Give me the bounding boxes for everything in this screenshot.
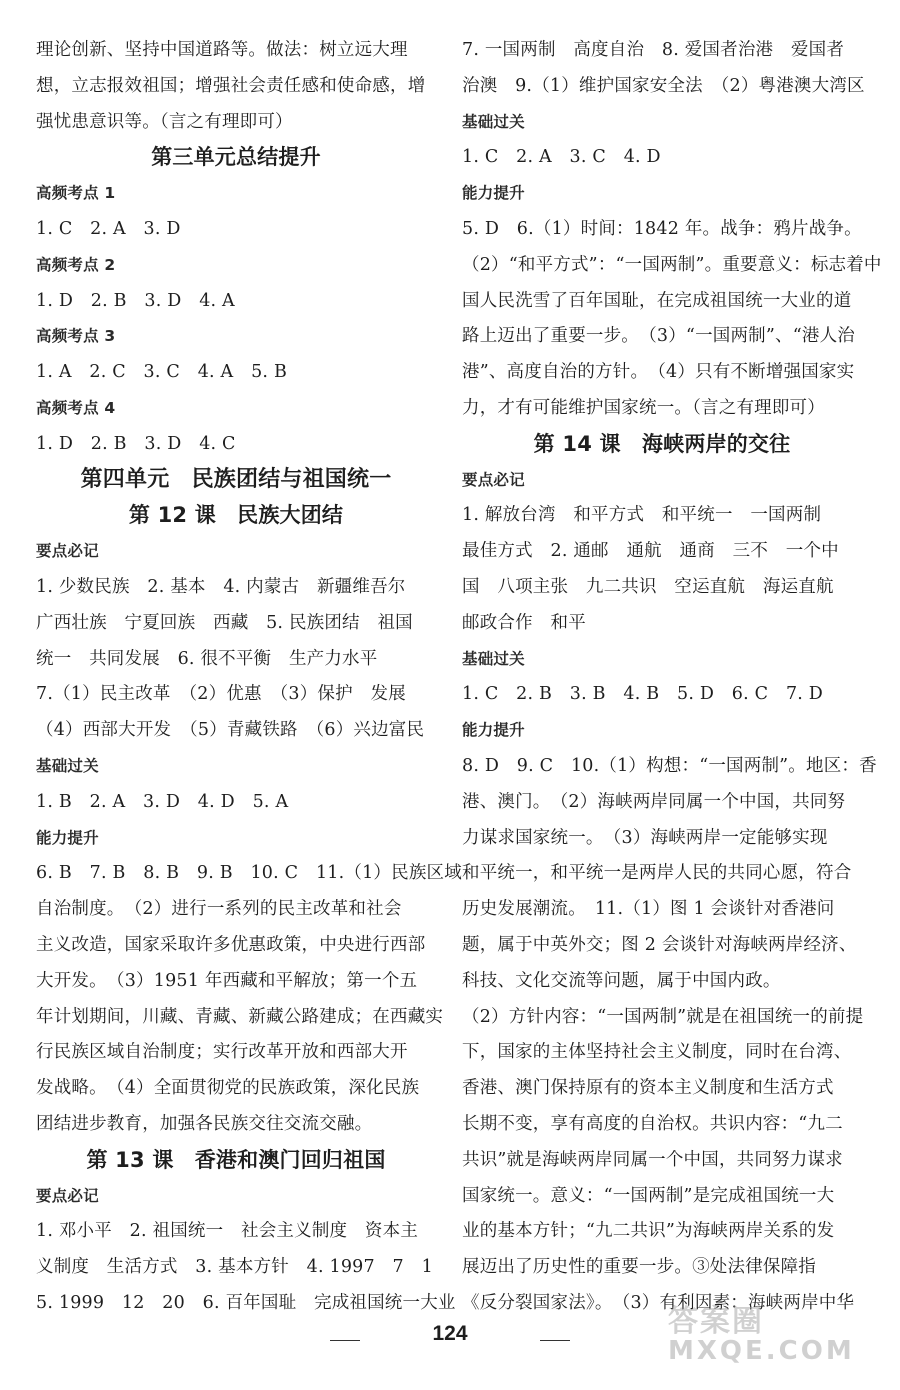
answer-line: 5. D 6.（1）时间：1842 年。战争：鸦片战争。: [462, 219, 862, 239]
answer-line: （2）方针内容：“一国两制”就是在祖国统一的前提: [462, 1006, 864, 1027]
answer-line: 5. 1999 12 20 6. 百年国耻 完成祖国统一大业: [36, 1293, 456, 1313]
answer-line: 主义改造，国家采取许多优惠政策，中央进行西部: [36, 935, 426, 955]
answer-line: 香港、澳门保持原有的资本主义制度和生活方式: [462, 1078, 834, 1099]
section-label: 要点必记: [36, 542, 99, 561]
answer-line: 力，才有可能维护国家统一。（言之有理即可）: [462, 398, 825, 418]
answer-line: 1. A 2. C 3. C 4. A 5. B: [36, 362, 288, 383]
answer-line: 港、澳门。 （2）海峡两岸同属一个中国，共同努: [462, 791, 846, 812]
footer-rule-right: [540, 1340, 570, 1341]
answer-line: 港”、高度自治的方针。 （4）只有不断增强国家实: [462, 362, 855, 383]
answer-line: 理论创新、坚持中国道路等。做法：树立远大理: [36, 40, 408, 60]
section-label: 高频考点 4: [36, 399, 116, 417]
answer-line: 科技、文化交流等问题，属于中国内政。: [462, 970, 781, 991]
answer-line: 历史发展潮流。 11.（1）图 1 会谈针对香港问: [462, 899, 835, 920]
lesson-heading: 第 13 课 香港和澳门回归祖国: [86, 1147, 386, 1172]
page-number: 124: [432, 1322, 468, 1345]
answer-line: 统一 共同发展 6. 很不平衡 生产力水平: [36, 648, 378, 669]
answer-line: 大开发。 （3）1951 年西藏和平解放；第一个五: [36, 970, 418, 991]
lesson-heading: 第三单元总结提升: [151, 145, 321, 170]
answer-line: 7.（1）民主改革 （2）优惠 （3）保护 发展: [36, 684, 406, 705]
lesson-heading: 第 12 课 民族大团结: [128, 503, 344, 528]
answer-line: 1. C 2. B 3. B 4. B 5. D 6. C 7. D: [462, 684, 824, 705]
answer-line: 团结进步教育，加强各民族交往交流交融。: [36, 1114, 373, 1134]
answer-line: 下，国家的主体坚持社会主义制度，同时在台湾、: [462, 1042, 852, 1063]
answer-line: 长期不变，享有高度的自治权。共识内容：“九二: [462, 1114, 843, 1134]
answer-line: 年计划期间，川藏、青藏、新藏公路建成；在西藏实: [36, 1006, 444, 1027]
answer-line: 最佳方式 2. 通邮 通航 通商 三不 一个中: [462, 541, 839, 562]
section-label: 要点必记: [462, 470, 525, 489]
answer-line: 治澳 9.（1）维护国家安全法 （2）粤港澳大湾区: [462, 75, 865, 96]
answer-line: 6. B 7. B 8. B 9. B 10. C 11.（1）民族区域: [36, 863, 462, 884]
answer-line: 邮政合作 和平: [462, 612, 586, 633]
answer-line: 1. C 2. A 3. C 4. D: [462, 147, 661, 168]
answer-line: 1. B 2. A 3. D 4. D 5. A: [36, 791, 289, 812]
section-label: 能力提升: [462, 721, 525, 740]
answer-line: 1. 少数民族 2. 基本 4. 内蒙古 新疆维吾尔: [36, 577, 406, 597]
answer-line: 自治制度。 （2）进行一系列的民主改革和社会: [36, 899, 402, 920]
watermark-text: 答案圈: [668, 1304, 764, 1339]
answer-line: 行民族区域自治制度；实行改革开放和西部大开: [36, 1042, 408, 1063]
answer-line: 发战略。 （4）全面贯彻党的民族政策，深化民族: [36, 1078, 420, 1099]
answer-line: 《反分裂国家法》。 （3）有利因素：海峡两岸中华: [462, 1293, 855, 1313]
watermark-logo: [668, 1296, 855, 1366]
unit-heading: 第四单元 民族团结与祖国统一: [80, 466, 392, 492]
answer-line: 1. D 2. B 3. D 4. A: [36, 290, 235, 311]
answer-line: 1. C 2. A 3. D: [36, 219, 181, 239]
answer-line: 7. 一国两制 高度自治 8. 爱国者治港 爱国者: [462, 40, 845, 60]
answer-line: 业的基本方针；“九二共识”为海峡两岸关系的发: [462, 1221, 835, 1242]
answer-line: （4）西部大开发 （5）青藏铁路 （6）兴边富民: [36, 720, 425, 741]
answer-line: 1. 解放台湾 和平方式 和平统一 一国两制: [462, 505, 822, 526]
answer-line: 8. D 9. C 10.（1）构想：“一国两制”。地区：香: [462, 756, 877, 776]
answer-line: 共识”就是海峡两岸同属一个中国，共同努力谋求: [462, 1149, 843, 1170]
section-label: 基础过关: [462, 649, 525, 668]
footer-rule-left: [330, 1340, 360, 1341]
answer-line: 国 八项主张 九二共识 空运直航 海运直航: [462, 577, 834, 597]
answer-line: 强忧患意识等。（言之有理即可）: [36, 111, 293, 132]
section-label: 高频考点 1: [36, 184, 116, 203]
answer-line: 力谋求国家统一。 （3）海峡两岸一定能够实现: [462, 827, 828, 848]
lesson-heading: 第 14 课 海峡两岸的交往: [533, 431, 791, 456]
answer-line: 国家统一。意义：“一国两制”是完成祖国统一大: [462, 1185, 835, 1206]
answer-line: 义制度 生活方式 3. 基本方针 4. 1997 7 1: [36, 1257, 433, 1278]
section-label: 基础过关: [462, 112, 525, 131]
answer-line: 国人民洗雪了百年国耻，在完成祖国统一大业的道: [462, 290, 852, 311]
answer-line: 广西壮族 宁夏回族 西藏 5. 民族团结 祖国: [36, 612, 413, 633]
answer-line: 1. D 2. B 3. D 4. C: [36, 433, 236, 454]
section-label: 能力提升: [36, 828, 99, 847]
answer-line: 1. 邓小平 2. 祖国统一 社会主义制度 资本主: [36, 1221, 419, 1242]
answer-line: 题，属于中英外交；图 2 会谈针对海峡两岸经济、: [462, 935, 857, 955]
section-label: 要点必记: [36, 1186, 99, 1205]
answer-line: 想，立志报效祖国；增强社会责任感和使命感，增: [36, 75, 426, 96]
watermark-url: MXQE.COM: [668, 1336, 855, 1366]
answer-line: 路上迈出了重要一步。 （3）“一国两制”、“港人治: [462, 326, 855, 347]
section-label: 基础过关: [36, 757, 99, 775]
section-label: 高频考点 2: [36, 255, 116, 274]
answer-line: （2）“和平方式”：“一国两制”。重要意义：标志着中: [462, 254, 882, 275]
answer-line: 和平统一，和平统一是两岸人民的共同心愿，符合: [462, 863, 852, 884]
answer-line: 展迈出了历史性的重要一步。③处法律保障指: [462, 1257, 816, 1278]
section-label: 高频考点 3: [36, 327, 116, 346]
section-label: 能力提升: [462, 184, 525, 203]
